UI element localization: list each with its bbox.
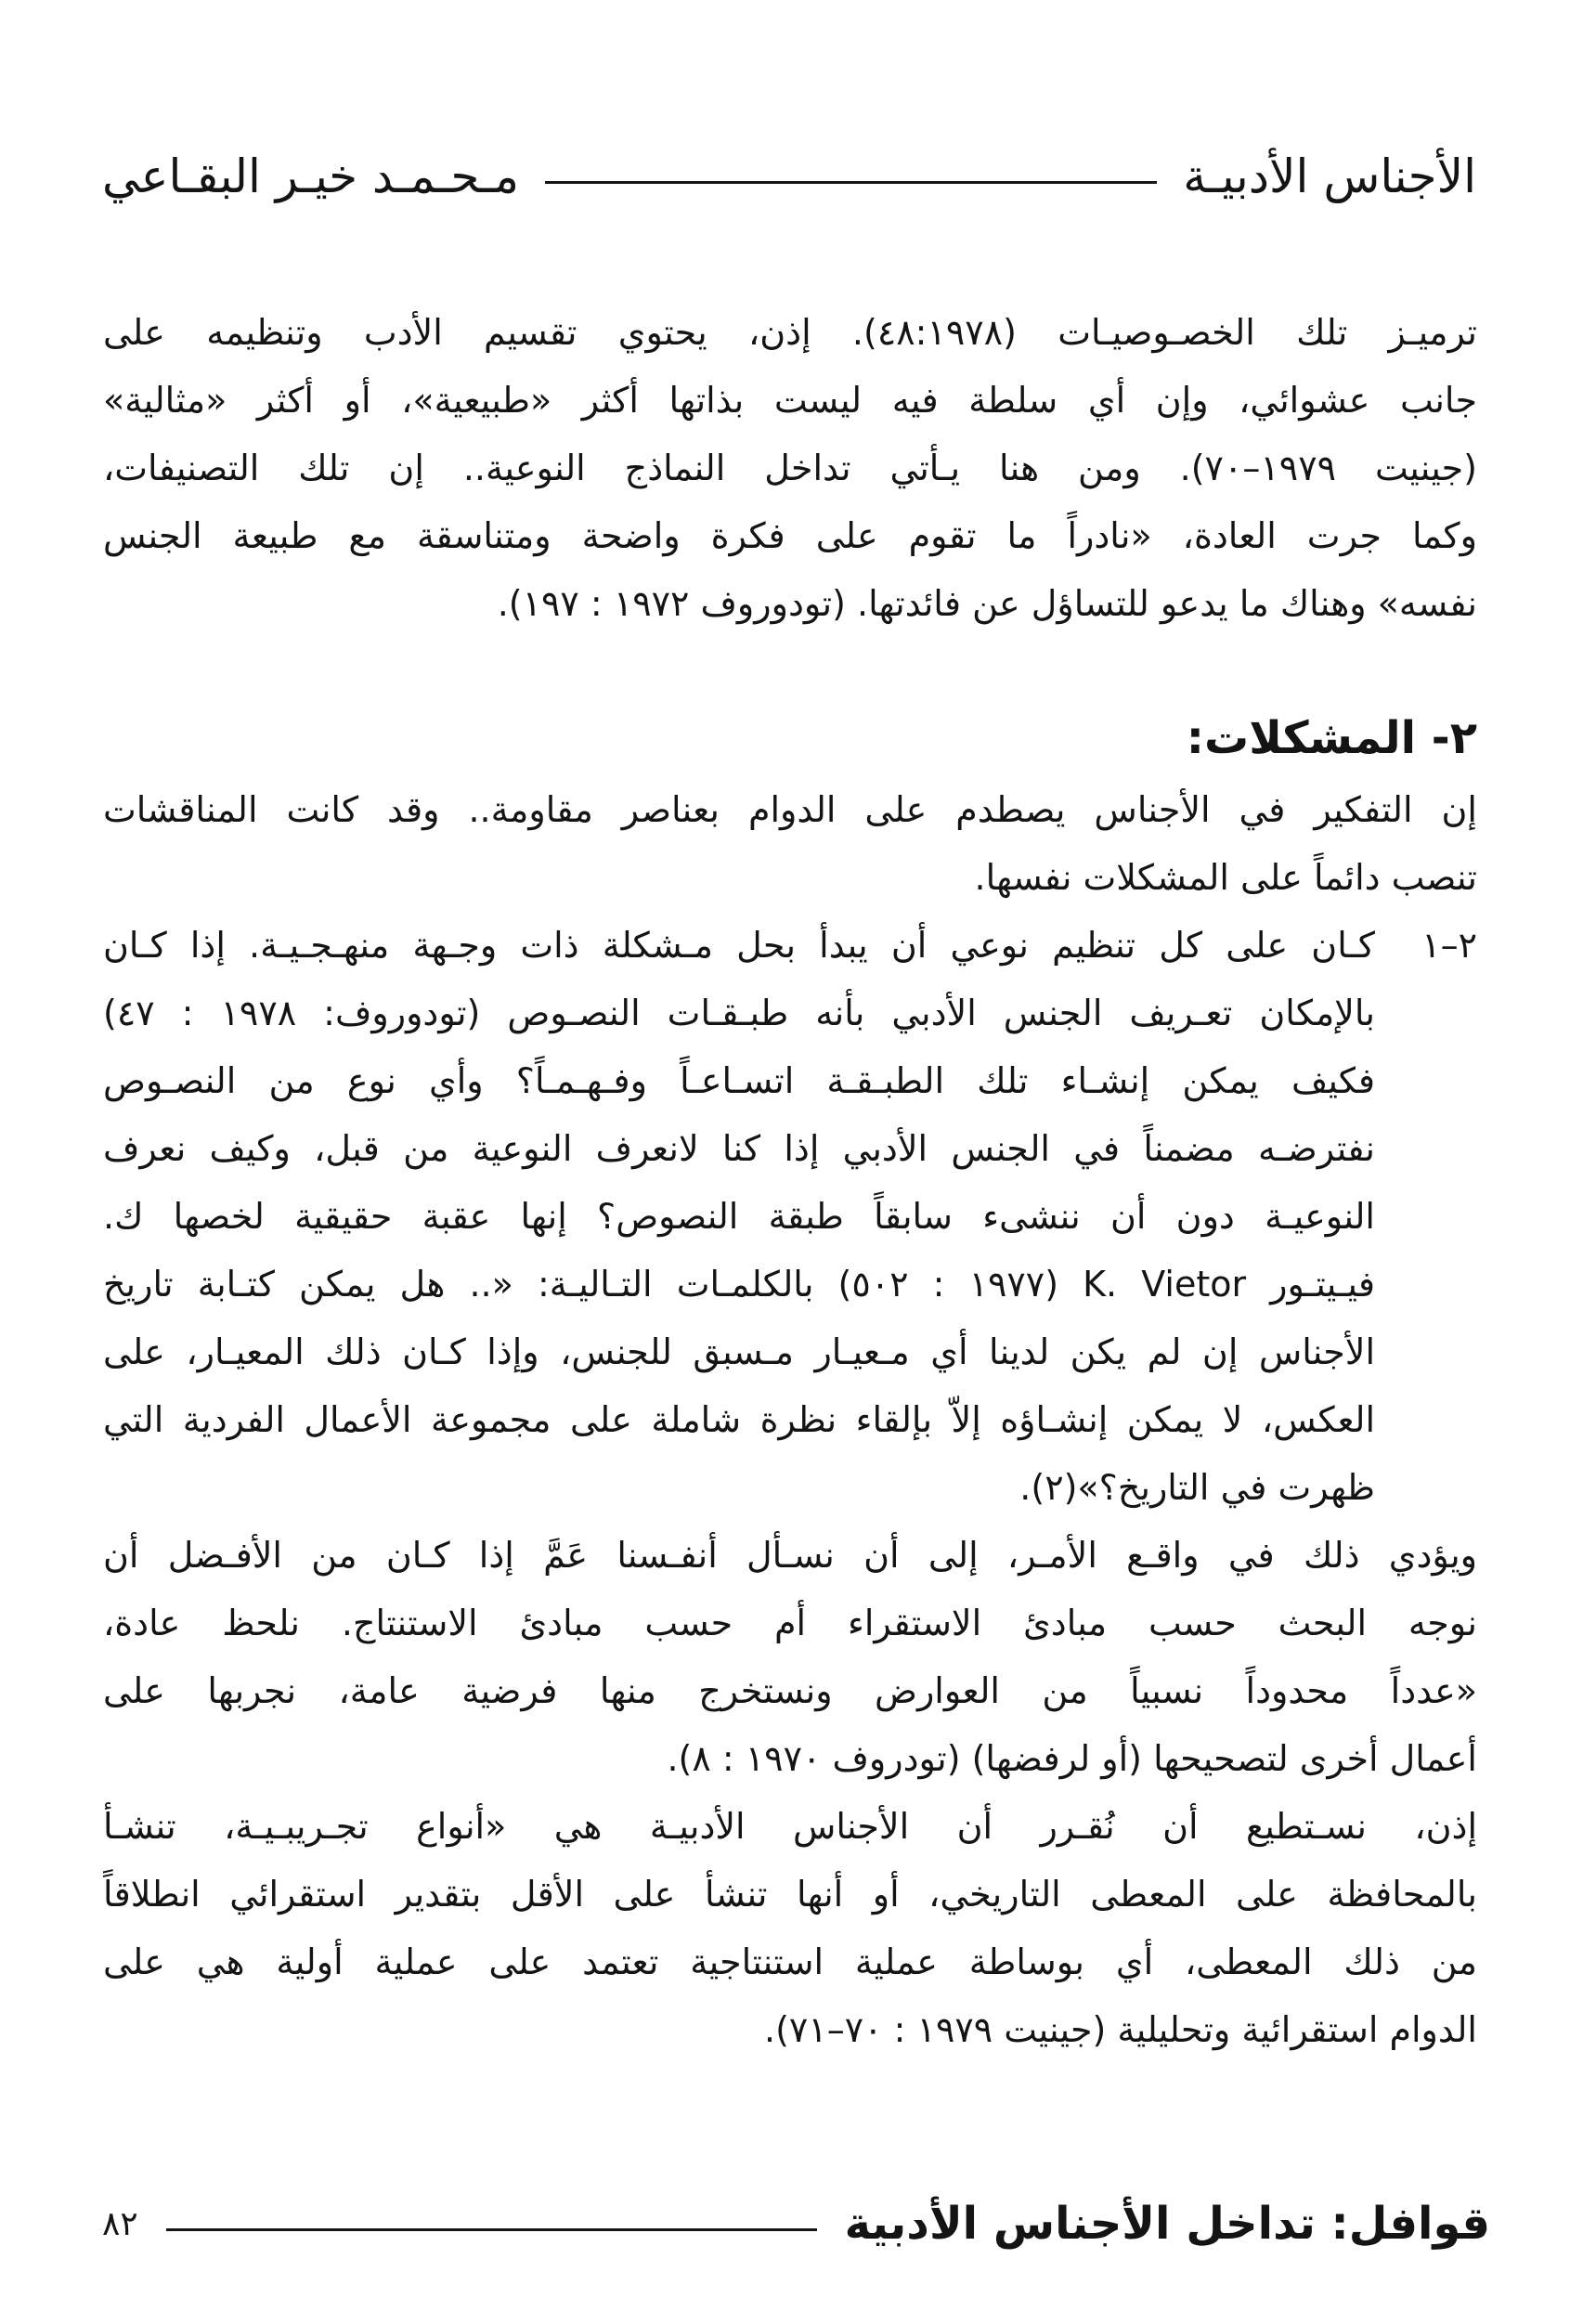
text-line: نفترضـه مضمناً في الجنس الأدبي إذا كنا لانعرف النوعية من قبل، وكيف نعرف bbox=[103, 1128, 1375, 1169]
text-line: إن التفكير في الأجناس يصطدم على الدوام بعناصر مقاومة.. وقد كانت المناقشات bbox=[103, 789, 1477, 830]
text-line: العكس، لا يمكن إنشـاؤه إلاّ بإلقاء نظرة شاملة على مجموعة الأعمال الفردية التي bbox=[103, 1399, 1375, 1440]
header-book-title: الأجناس الأدبيـة bbox=[1183, 149, 1476, 203]
text-line: ترميـز تلك الخصـوصيـات (٤٨:١٩٧٨). إذن، يحتوي تقسيم الأدب وتنظيمه على bbox=[103, 312, 1477, 353]
text-line: فيـيتـور K. Vietor (١٩٧٧ : ٥٠٢) بالكلمـات التـاليـة: «.. هل يمكن كتـابة تاريخ bbox=[103, 1264, 1375, 1305]
text-line: تنصب دائماً على المشكلات نفسها. bbox=[974, 857, 1477, 898]
section-intro-paragraph bbox=[103, 776, 1477, 912]
text-line: نوجه البحث حسب مبادئ الاستقراء أم حسب مبادئ الاستنتاج. نلحظ عادة، bbox=[103, 1603, 1477, 1643]
text-line: كـان على كل تنظيم نوعي أن يبدأ بحل مـشكلة ذات وجـهة منهـجـيـة. إذا كـان bbox=[103, 925, 1375, 966]
section-heading: ٢- المشكلات: bbox=[1186, 712, 1477, 764]
footer-series-title: قوافل: تداخل الأجناس الأدبية bbox=[844, 2198, 1490, 2250]
text-line: وكما جرت العادة، «نادراً ما تقوم على فكرة واضحة ومتناسقة مع طبيعة الجنس bbox=[103, 515, 1477, 556]
text-line: من ذلك المعطى، أي بوساطة عملية استنتاجية تعتمد على عملية أولية هي على bbox=[103, 1941, 1477, 1982]
paragraph-three bbox=[103, 1793, 1477, 2064]
text-line: (جينيت ١٩٧٩–٧٠). ومن هنا يـأتي تداخل النماذج النوعية.. إن تلك التصنيفات، bbox=[103, 448, 1477, 488]
text-line: بالإمكان تعـريف الجنس الأدبي بأنه طبـقـات النصـوص (تودوروف: ١٩٧٨ : ٤٧) bbox=[103, 993, 1375, 1033]
text-line: ويؤدي ذلك في واقـع الأمـر، إلى أن نسـأل أنفـسنا عَمَّ إذا كـان من الأفـضل أن bbox=[103, 1535, 1477, 1576]
page-footer bbox=[102, 2187, 1490, 2261]
text-line: الأجناس إن لم يكن لدينا أي مـعيـار مـسبق للجنس، وإذا كـان ذلك المعيـار، على bbox=[103, 1331, 1375, 1372]
text-line: إذن، نسـتطيع أن نُقـرر أن الأجناس الأدبيـة هي «أنواع تجـريبـيـة، تنشـأ bbox=[103, 1806, 1477, 1847]
subsection-2-1 bbox=[103, 912, 1477, 1522]
paragraph-two bbox=[103, 1522, 1477, 1793]
page-number: ٨٢ bbox=[102, 2204, 138, 2243]
text-line: أعمال أخرى لتصحيحها (أو لرفضها) (تودروف ١٩٧٠ : ٨). bbox=[667, 1738, 1477, 1779]
footer-rule bbox=[166, 2228, 817, 2231]
header-rule bbox=[545, 181, 1157, 184]
subsection-number: ٢–١ bbox=[1421, 925, 1477, 966]
intro-paragraph bbox=[103, 299, 1477, 638]
text-line: فكيف يمكن إنشـاء تلك الطبـقـة اتسـاعـاً وفـهـمـاً؟ وأي نوع من النصـوص bbox=[103, 1060, 1375, 1101]
text-line: الدوام استقرائية وتحليلية (جينيت ١٩٧٩ : ٧٠–٧١). bbox=[764, 2009, 1477, 2050]
text-line: جانب عشوائي، وإن أي سلطة فيه ليست بذاتها أكثر «طبيعية»، أو أكثر «مثالية» bbox=[103, 380, 1477, 421]
running-header bbox=[102, 139, 1476, 214]
text-line: «عدداً محدوداً نسبياً من العوارض ونستخرج منها فرضية عامة، نجربها على bbox=[103, 1670, 1477, 1711]
text-line: بالمحافظة على المعطى التاريخي، أو أنها تنشأ على الأقل بتقدير استقرائي انطلاقاً bbox=[103, 1874, 1477, 1915]
text-line: ظهرت في التاريخ؟»(٢). bbox=[1019, 1467, 1375, 1508]
header-author: مـحـمـد خيـر البقـاعي bbox=[102, 149, 520, 203]
subsection-paragraph bbox=[103, 912, 1375, 1522]
text-line: نفسه» وهناك ما يدعو للتساؤل عن فائدتها. (تودوروف ١٩٧٢ : ١٩٧). bbox=[497, 583, 1477, 624]
text-line: النوعيـة دون أن ننشىء سابقاً طبقة النصوص؟ إنها عقبة حقيقية لخصها ك. bbox=[103, 1196, 1375, 1237]
